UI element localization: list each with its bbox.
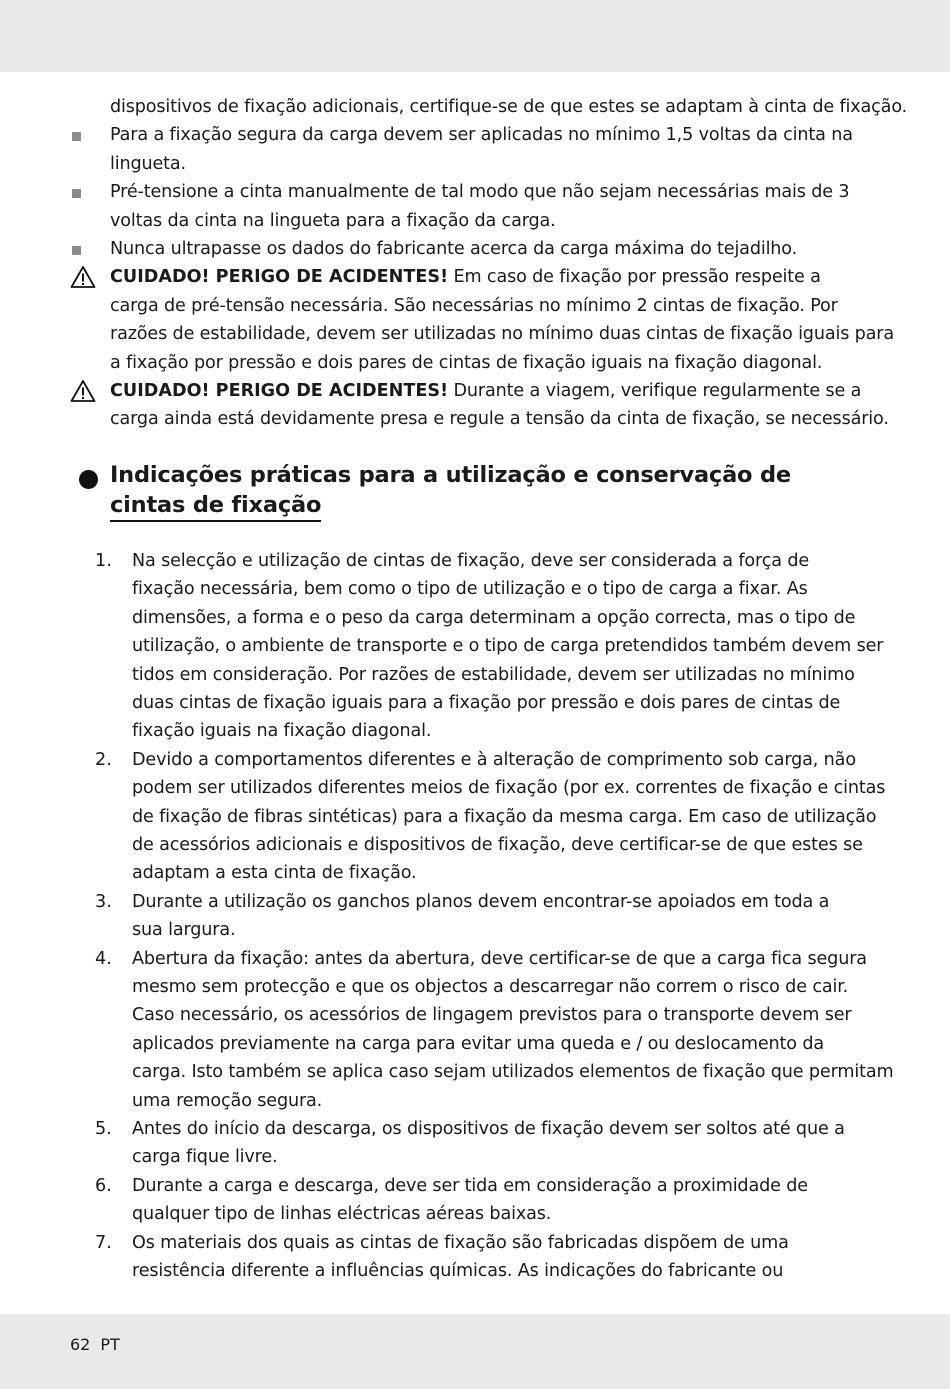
text-line: Para a fixação segura da carga devem ser aplicadas no mínimo 1,5 voltas da cinta na — [110, 125, 853, 146]
text-line: resistência diferente a influências químicas. As indicações do fabricante ou — [132, 1261, 784, 1282]
page-header-band — [0, 0, 950, 72]
list-number: 5. — [95, 1119, 112, 1139]
square-bullet-icon — [72, 246, 81, 255]
bullet-item — [0, 235, 950, 263]
text-line: Nunca ultrapasse os dados do fabricante acerca da carga máxima do tejadilho. — [110, 239, 798, 260]
text-line: Antes do início da descarga, os dispositivos de fixação devem ser soltos até que a — [132, 1119, 845, 1139]
text-line: Caso necessário, os acessórios de lingagem previstos para o transporte devem ser — [132, 1005, 852, 1026]
list-item — [0, 888, 950, 945]
text-line: uma remoção segura. — [132, 1090, 323, 1111]
list-number: 2. — [95, 749, 112, 770]
heading-line: Indicações práticas para a utilização e conservação de — [110, 461, 791, 488]
text-line: voltas da cinta na lingueta para a fixação da carga. — [110, 210, 556, 231]
warning-text: Durante a viagem, verifique regularmente se a — [448, 381, 862, 402]
page-content — [0, 93, 950, 1285]
text-line: Pré-tensione a cinta manualmente de tal modo que não sejam necessárias mais de 3 — [110, 182, 850, 203]
warning-label: CUIDADO! PERIGO DE ACIDENTES! — [110, 381, 449, 402]
list-item — [0, 1172, 950, 1229]
text-line: Devido a comportamentos diferentes e à alteração de comprimento sob carga, não — [132, 749, 856, 770]
list-item — [0, 945, 950, 1115]
list-number: 4. — [95, 948, 112, 969]
text-line — [110, 377, 950, 405]
text-line — [110, 263, 950, 291]
list-item — [0, 1115, 950, 1172]
list-number: 3. — [95, 891, 112, 912]
text-line: de fixação de fibras sintéticas) para a fixação da mesma carga. Em caso de utilização — [132, 806, 877, 827]
section-heading — [0, 460, 950, 520]
text-line: fixação iguais na fixação diagonal. — [132, 721, 432, 742]
text-line: aplicados previamente na carga para evitar uma queda e / ou deslocamento da — [132, 1033, 824, 1054]
text-line: razões de estabilidade, devem ser utilizadas no mínimo duas cintas de fixação iguais para — [110, 324, 895, 345]
continuation-paragraph — [0, 93, 950, 121]
text-line: podem ser utilizados diferentes meios de fixação (por ex. correntes de fixação e cintas — [132, 778, 886, 799]
page-footer — [70, 1335, 120, 1354]
text-line: adaptam a esta cinta de fixação. — [132, 863, 417, 884]
text-line: qualquer tipo de linhas eléctricas aéreas baixas. — [132, 1204, 552, 1225]
warning-triangle-icon — [70, 265, 96, 289]
bullet-item — [0, 121, 950, 178]
bullet-item — [0, 178, 950, 235]
text-line: Na selecção e utilização de cintas de fixação, deve ser considerada a força de — [132, 550, 810, 571]
square-bullet-icon — [72, 189, 81, 198]
text-line: fixação necessária, bem como o tipo de utilização e o tipo de carga a fixar. As — [132, 579, 808, 600]
page-number: 62 — [70, 1335, 91, 1354]
list-number: 7. — [95, 1232, 112, 1253]
text-line: carga fique livre. — [132, 1147, 278, 1168]
list-item — [0, 746, 950, 888]
text-line: a fixação por pressão e dois pares de cintas de fixação iguais na fixação diagonal. — [110, 352, 823, 373]
text-line: Durante a utilização os ganchos planos devem encontrar-se apoiados em toda a — [132, 891, 830, 912]
list-item — [0, 1229, 950, 1286]
warning-paragraph — [0, 263, 950, 377]
text-line: utilização, o ambiente de transporte e o tipo de carga pretendidos também devem ser — [132, 636, 884, 657]
text-line: Durante a carga e descarga, deve ser tida em consideração a proximidade de — [132, 1175, 808, 1196]
list-number: 6. — [95, 1175, 112, 1196]
page-footer-band — [0, 1314, 950, 1389]
heading-bullet-icon — [79, 470, 98, 489]
text-line: de acessórios adicionais e dispositivos de fixação, deve certificar-se de que estes se — [132, 834, 863, 855]
text-line: carga ainda está devidamente presa e regule a tensão da cinta de fixação, se necessário. — [110, 409, 889, 430]
text-line: dispositivos de fixação adicionais, certifique-se de que estes se adaptam à cinta de fixação. — [110, 97, 908, 117]
text-line: mesmo sem protecção e que os objectos a descarregar não correm o risco de cair. — [132, 976, 849, 997]
heading-underlined-text: cintas de fixação — [110, 492, 321, 522]
text-line: dimensões, a forma e o peso da carga determinam a opção correcta, mas o tipo de — [132, 607, 856, 628]
warning-triangle-icon — [70, 379, 96, 403]
warning-text: Em caso de fixação por pressão respeite a — [448, 267, 821, 288]
text-line: lingueta. — [110, 153, 186, 174]
warning-paragraph — [0, 377, 950, 434]
list-number: 1. — [95, 550, 112, 571]
text-line: sua largura. — [132, 920, 236, 941]
list-item — [0, 547, 950, 746]
text-line: duas cintas de fixação iguais para a fixação por pressão e dois pares de cintas de — [132, 692, 841, 713]
numbered-list — [0, 547, 950, 1286]
text-line: tidos em consideração. Por razões de estabilidade, devem ser utilizadas no mínimo — [132, 664, 855, 685]
text-line: Abertura da fixação: antes da abertura, deve certificar-se de que a carga fica segura — [132, 948, 867, 969]
text-line: carga. Isto também se aplica caso sejam utilizados elementos de fixação que permitam — [132, 1062, 894, 1083]
language-code: PT — [100, 1335, 120, 1354]
text-line: carga de pré-tensão necessária. São necessárias no mínimo 2 cintas de fixação. Por — [110, 295, 838, 316]
square-bullet-icon — [72, 132, 81, 141]
heading-line — [110, 490, 950, 520]
text-line: Os materiais dos quais as cintas de fixação são fabricadas dispõem de uma — [132, 1232, 789, 1253]
warning-label: CUIDADO! PERIGO DE ACIDENTES! — [110, 267, 449, 288]
